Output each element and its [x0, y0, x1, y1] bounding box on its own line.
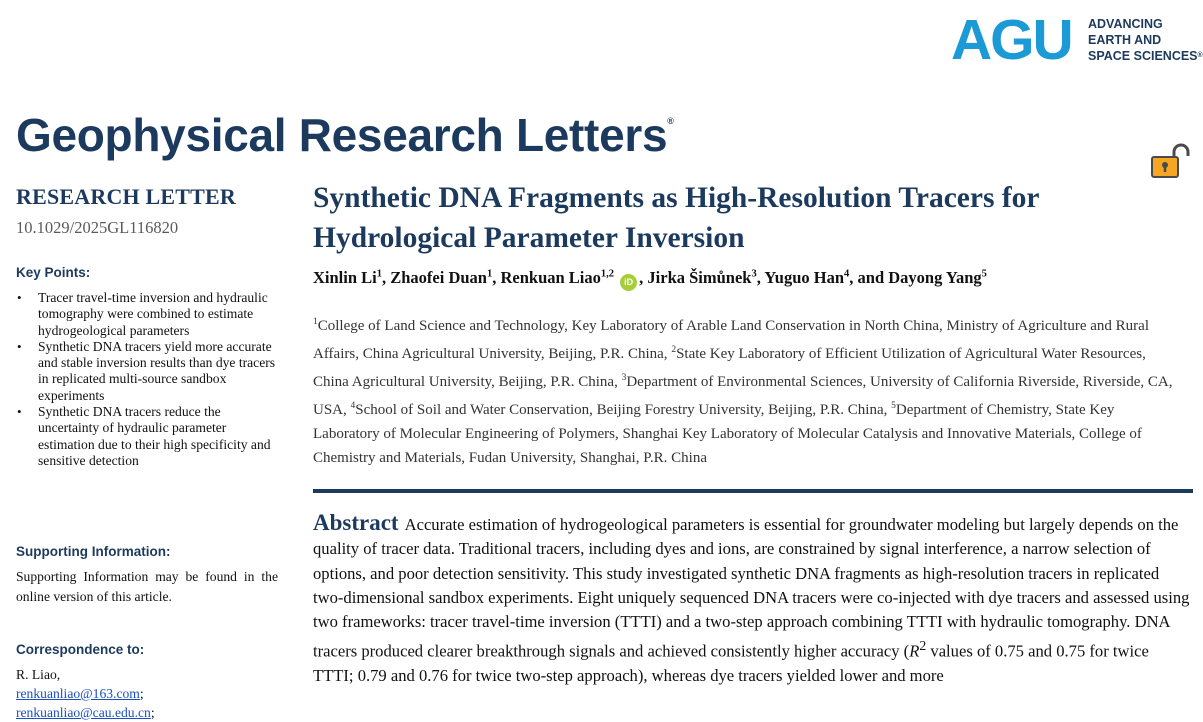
- affiliation-number: 4: [350, 401, 356, 411]
- author-name[interactable]: Zhaofei Duan: [390, 268, 487, 287]
- author-separator: ,: [382, 268, 391, 287]
- author-affiliation-marker: 1,2: [600, 268, 615, 280]
- author-affiliation-marker: 5: [981, 268, 987, 280]
- affiliation-number: 5: [891, 401, 896, 411]
- author-separator: , and: [849, 268, 889, 287]
- r-squared-symbol: R: [909, 642, 920, 662]
- supporting-info-text: Supporting Information may be found in the online version of this article.: [16, 569, 278, 604]
- correspondence-email-link[interactable]: renkuanliao@cau.edu.cn: [16, 705, 151, 720]
- key-points-heading: Key Points:: [16, 265, 91, 280]
- email-separator: ;: [150, 705, 155, 720]
- correspondence-name: R. Liao,: [16, 667, 61, 682]
- author-separator: ,: [492, 268, 501, 287]
- r-squared-exponent: 2: [919, 638, 927, 654]
- open-access-lock-icon: [1150, 143, 1194, 179]
- correspondence-heading: Correspondence to:: [16, 642, 145, 657]
- journal-title[interactable]: [16, 108, 674, 162]
- key-points-list: [16, 290, 284, 469]
- affiliation-text: State Key Laboratory of Efficient Utilization of Agricultural Water Resources, China Agricultural University, Beijing, P.R. China,: [313, 346, 1146, 390]
- agu-tagline: [1088, 16, 1203, 64]
- author-name[interactable]: Jirka Šimůnek: [647, 268, 752, 287]
- section-divider: [313, 489, 1193, 493]
- author-name[interactable]: Renkuan Liao: [500, 268, 601, 287]
- article-title: Synthetic DNA Fragments as High-Resolution Tracers for Hydrological Parameter Inversion: [313, 182, 1039, 254]
- journal-trademark: ®: [667, 116, 674, 126]
- author-affiliation-marker: 3: [751, 268, 757, 280]
- affiliations: [313, 310, 1183, 470]
- agu-tagline-line: ADVANCING: [1088, 17, 1163, 31]
- key-point-item: • Synthetic DNA tracers yield more accurate and stable inversion results than dye tracers in replicated multi-source sandbox experiments: [16, 339, 284, 404]
- author-affiliation-marker: 1: [486, 268, 493, 280]
- author-name[interactable]: Yuguo Han: [764, 268, 845, 287]
- affiliation-text: School of Soil and Water Conservation, Beijing Forestry University, Beijing, P.R. China,: [355, 402, 892, 418]
- orcid-icon[interactable]: iD: [620, 274, 637, 291]
- supporting-info-heading: Supporting Information:: [16, 544, 171, 559]
- author-name[interactable]: Dayong Yang: [888, 268, 982, 287]
- doi[interactable]: 10.1029/2025GL116820: [16, 218, 179, 237]
- journal-title-text: Geophysical Research Letters: [16, 109, 668, 161]
- article-type-label: RESEARCH LETTER: [16, 184, 237, 209]
- agu-trademark: ®: [1197, 52, 1203, 59]
- author-separator: ,: [639, 268, 648, 287]
- key-point-item: • Synthetic DNA tracers reduce the uncertainty of hydraulic parameter estimation due to their high specificity and sensitive detection: [16, 404, 284, 469]
- affiliation-text: College of Land Science and Technology, Key Laboratory of Arable Land Conservation in North China, Ministry of Agriculture and Rural Affairs, China Agricultural University, Beijing, P.R. China,: [313, 318, 1149, 362]
- key-point-item: • Tracer travel-time inversion and hydraulic tomography were combined to estimate hydrogeological parameters: [16, 290, 284, 339]
- author-affiliation-marker: 1: [376, 268, 382, 280]
- abstract-heading: Abstract: [313, 510, 399, 535]
- abstract-text: values of 0.75 and 0.75 for twice TTTI; 0.79 and 0.76 for twice two-step approach), whereas dye tracers yielded lower and more: [313, 642, 1149, 686]
- author-list: [313, 268, 987, 291]
- author-name[interactable]: Xinlin Li: [313, 268, 377, 287]
- abstract: [313, 511, 1193, 689]
- abstract-text: Accurate estimation of hydrogeological parameters is essential for groundwater modeling but largely depends on the quality of tracer data. Traditional tracers, including dyes and ions, are constrained by signal interference, a narrow selection of options, and poor detection sensitivity. This study investigated synthetic DNA fragments as high-resolution tracers in replicated two-dimensional sandbox experiments. Eight uniquely sequenced DNA tracers were co-injected with dye tracers and assessed using two frameworks: tracer travel-time inversion (TTTI) and a two-step approach combining TTTI with hydraulic tomography. DNA tracers produced clearer breakthrough signals and achieved consistently higher accuracy (: [313, 515, 1190, 662]
- agu-logo[interactable]: [951, 8, 1203, 72]
- affiliation-number: 1: [313, 317, 318, 327]
- affiliation-text: Department of Chemistry, State Key Laboratory of Molecular Engineering of Polymers, Shanghai Key Laboratory of Molecular Catalysis and Innovative Materials, College of Chemistry and Materials, Fudan University, Shanghai, P.R. China: [313, 402, 1142, 466]
- author-separator: ,: [756, 268, 765, 287]
- affiliation-number: 3: [621, 373, 627, 383]
- email-separator: ;: [139, 686, 144, 701]
- correspondence-email-row: [16, 686, 144, 702]
- affiliation-text: Department of Environmental Sciences, University of California Riverside, Riverside, CA, USA,: [313, 374, 1173, 418]
- affiliation-number: 2: [671, 345, 677, 355]
- agu-tagline-line: SPACE SCIENCES: [1088, 49, 1198, 63]
- author-affiliation-marker: 4: [844, 268, 850, 280]
- correspondence-email-row: [16, 705, 155, 721]
- correspondence-email-link[interactable]: renkuanliao@163.com: [16, 686, 140, 701]
- agu-tagline-line: EARTH AND: [1088, 33, 1162, 47]
- agu-logo-mark: AGU: [951, 8, 1072, 72]
